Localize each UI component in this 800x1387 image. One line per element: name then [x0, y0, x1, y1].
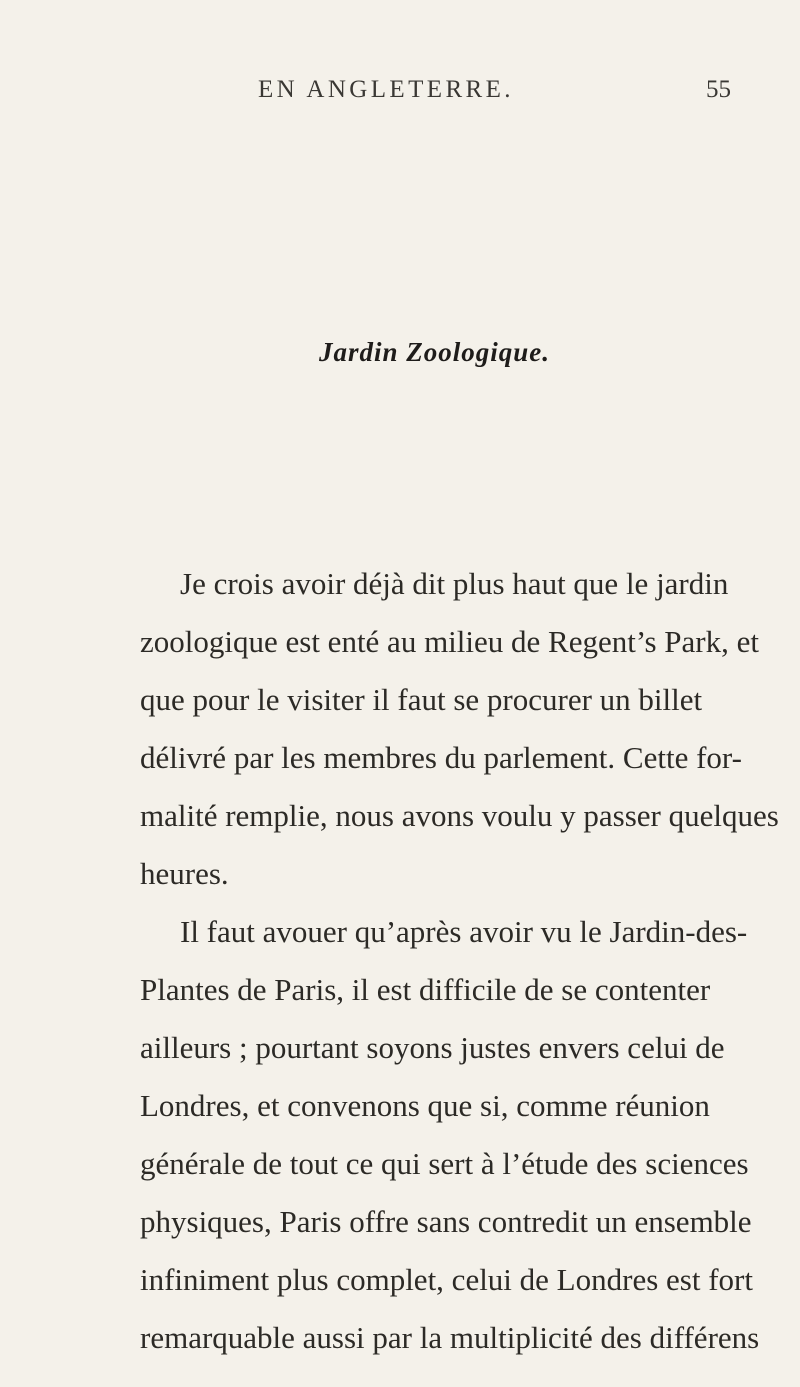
- text-line: Plantes de Paris, il est difficile de se contenter: [140, 972, 711, 1007]
- text-line: remarquable aussi par la multiplicité des différens: [140, 1320, 760, 1355]
- text-line: générale de tout ce qui sert à l’étude des sciences: [140, 1146, 749, 1181]
- text-line: physiques, Paris offre sans contredit un ensemble: [140, 1204, 752, 1239]
- text-line: zoologique est enté au milieu de Regent’s Park, et: [140, 624, 759, 659]
- text-line: infiniment plus complet, celui de Londres est fort: [140, 1262, 753, 1297]
- running-head: EN ANGLETERRE.: [258, 76, 514, 103]
- text-line: malité remplie, nous avons voulu y passer quelques: [140, 798, 779, 833]
- text-line: Je crois avoir déjà dit plus haut que le jardin: [180, 566, 729, 601]
- text-line: Londres, et convenons que si, comme réunion: [140, 1088, 710, 1123]
- text-line: que pour le visiter il faut se procurer un billet: [140, 682, 703, 717]
- text-line: ailleurs ; pourtant soyons justes envers celui de: [140, 1030, 725, 1065]
- page-number: 55: [706, 76, 731, 103]
- section-title: Jardin Zoologique.: [319, 337, 551, 367]
- text-line: délivré par les membres du parlement. Cette for-: [140, 740, 742, 775]
- text-line: heures.: [140, 856, 229, 891]
- text-line: Il faut avouer qu’après avoir vu le Jardin-des-: [180, 914, 748, 949]
